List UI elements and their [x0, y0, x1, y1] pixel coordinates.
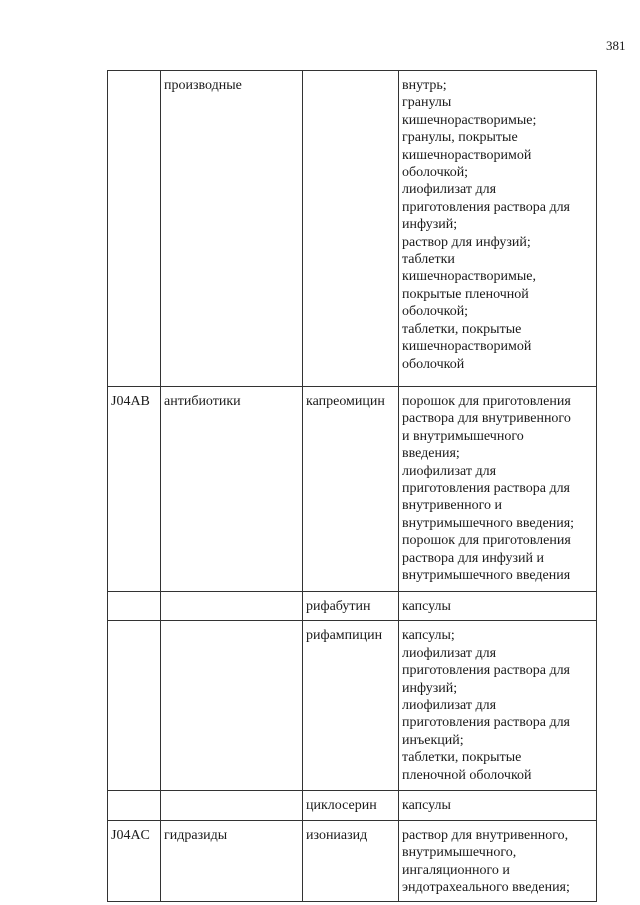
page-number: 381	[606, 38, 626, 53]
dosage-form-line: раствора для внутривенного	[402, 411, 571, 427]
dosage-form-line: кишечнорастворимой	[402, 339, 532, 355]
forms-cell	[399, 791, 597, 820]
dosage-form-line: кишечнорастворимой	[402, 147, 532, 163]
dosage-form-line: внутримышечного,	[402, 845, 517, 861]
dosage-form-line: эндотрахеального введения;	[402, 880, 570, 896]
group-cell	[161, 621, 303, 791]
group-cell: производные	[161, 71, 303, 387]
dosage-form-line: гранулы	[402, 95, 452, 111]
dosage-form-line: лиофилизат для	[402, 645, 497, 661]
forms-cell	[399, 592, 597, 621]
forms-cell	[399, 71, 597, 387]
code-cell: J04AC	[108, 820, 161, 902]
group-cell	[161, 592, 303, 621]
dosage-form-line: раствор для инфузий;	[402, 234, 531, 250]
dosage-form-line: оболочкой;	[402, 165, 469, 181]
table-row	[108, 387, 597, 592]
drug-cell: рифампицин	[303, 621, 399, 791]
dosage-form-line: оболочкой	[402, 356, 465, 372]
dosage-form-line: приготовления раствора для	[402, 481, 570, 497]
dosage-form-line: капсулы;	[402, 628, 455, 644]
dosage-form-line: капсулы	[402, 798, 451, 814]
dosage-form-line: инфузий;	[402, 217, 458, 233]
dosage-form-line: инфузий;	[402, 680, 458, 696]
dosage-form-line: гранулы, покрытые	[402, 130, 518, 146]
group-cell: гидразиды	[161, 820, 303, 902]
dosage-form-line: оболочкой;	[402, 304, 469, 320]
drug-cell: капреомицин	[303, 387, 399, 592]
drug-table	[107, 70, 597, 902]
forms-cell	[399, 387, 597, 592]
dosage-form-line: таблетки, покрытые	[402, 321, 522, 337]
dosage-form-line: внутрь;	[402, 78, 447, 93]
code-cell	[108, 71, 161, 387]
code-cell	[108, 592, 161, 621]
dosage-form-line: порошок для приготовления	[402, 533, 571, 549]
dosage-form-line: лиофилизат для	[402, 463, 497, 479]
dosage-form-line: инъекций;	[402, 732, 464, 748]
table-row	[108, 791, 597, 820]
dosage-form-line: таблетки	[402, 252, 455, 268]
code-cell	[108, 621, 161, 791]
dosage-form-line: внутривенного и	[402, 498, 502, 514]
code-cell: J04AB	[108, 387, 161, 592]
table-body	[108, 71, 597, 902]
forms-cell	[399, 820, 597, 902]
dosage-form-line: лиофилизат для	[402, 182, 497, 198]
dosage-form-line: кишечнорастворимые;	[402, 112, 537, 128]
dosage-form-line: кишечнорастворимые,	[402, 269, 537, 285]
dosage-form-line: капсулы	[402, 599, 451, 614]
dosage-form-line: раствора для инфузий и	[402, 550, 545, 566]
drug-cell: циклосерин	[303, 791, 399, 820]
table-row	[108, 621, 597, 791]
dosage-form-line: таблетки, покрытые	[402, 750, 522, 766]
dosage-form-line: введения;	[402, 446, 460, 462]
dosage-form-line: лиофилизат для	[402, 698, 497, 714]
drug-cell: рифабутин	[303, 592, 399, 621]
dosage-form-line: приготовления раствора для	[402, 199, 570, 215]
dosage-form-line: раствор для внутривенного,	[402, 827, 569, 843]
dosage-form-line: приготовления раствора для	[402, 715, 570, 731]
forms-cell	[399, 621, 597, 791]
drug-cell	[303, 71, 399, 387]
table-row	[108, 820, 597, 902]
dosage-form-line: внутримышечного введения	[402, 568, 571, 584]
dosage-form-line: приготовления раствора для	[402, 663, 570, 679]
dosage-form-line: и внутримышечного	[402, 428, 524, 444]
dosage-form-line: пленочной оболочкой	[402, 767, 532, 783]
code-cell	[108, 791, 161, 820]
dosage-form-line: покрытые пленочной	[402, 286, 529, 302]
group-cell: антибиотики	[161, 387, 303, 592]
dosage-form-line: ингаляционного и	[402, 862, 510, 878]
drug-cell: изониазид	[303, 820, 399, 902]
dosage-form-line: порошок для приготовления	[402, 394, 571, 409]
dosage-form-line: внутримышечного введения;	[402, 515, 575, 531]
group-cell	[161, 791, 303, 820]
table-row	[108, 592, 597, 621]
table-row	[108, 71, 597, 387]
